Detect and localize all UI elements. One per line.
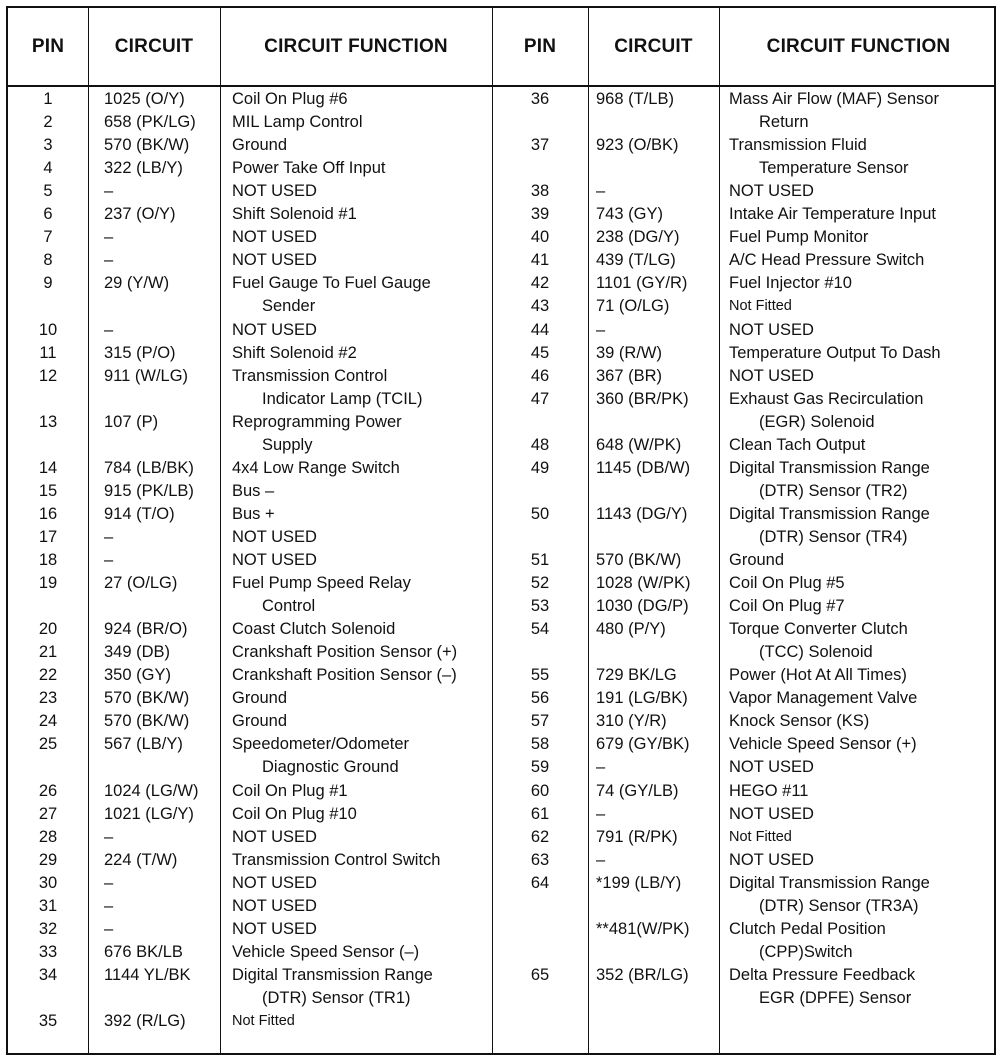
circuit-function-right: Knock Sensor (KS) [729,712,870,731]
circuit-function-right: Not Fitted [729,828,792,845]
circuit-code-left: 570 (BK/W) [104,689,190,708]
circuit-function-right: NOT USED [729,320,814,339]
pin-number-left: 11 [39,343,57,362]
circuit-code-left: 567 (LB/Y) [104,735,183,754]
header-divider [8,85,994,87]
pin-number-right: 38 [530,182,550,201]
circuit-code-right: 679 (GY/BK) [596,735,690,754]
circuit-function-left: Vehicle Speed Sensor (–) [232,942,420,961]
pin-number-left: 8 [43,251,53,270]
pin-number-left: 33 [38,942,58,961]
circuit-function-left: NOT USED [232,182,317,201]
circuit-function-right: Coil On Plug #5 [729,574,845,593]
circuit-function-left: (DTR) Sensor (TR1) [262,988,411,1007]
pin-number-left: 15 [38,481,58,500]
circuit-code-right: 439 (T/LG) [596,251,676,270]
circuit-code-left: 1024 (LG/W) [104,781,199,800]
pinout-table [6,6,996,1055]
circuit-code-right: – [596,758,606,777]
circuit-code-left: 237 (O/Y) [104,205,176,224]
pin-number-left: 29 [38,850,58,869]
pin-number-left: 26 [38,781,58,800]
pin-number-right: 50 [530,504,550,523]
pin-number-right: 62 [530,827,550,846]
column-divider [220,8,221,1053]
pin-number-left: 2 [43,113,53,132]
circuit-function-right: Delta Pressure Feedback [729,965,916,984]
circuit-function-right: Mass Air Flow (MAF) Sensor [729,90,939,108]
circuit-function-left: Supply [262,435,313,454]
circuit-function-left: Sender [262,297,316,316]
pin-number-right: 61 [530,804,550,823]
pin-number-right: 52 [530,574,550,593]
circuit-function-left: NOT USED [232,827,317,846]
circuit-code-left: – [104,182,114,201]
circuit-function-right: Fuel Injector #10 [729,274,852,293]
circuit-code-left: 350 (GY) [104,666,171,685]
pin-number-left: 5 [43,182,53,201]
pin-number-right: 54 [530,620,550,639]
pin-number-left: 27 [38,804,58,823]
pin-number-right: 49 [530,458,550,477]
circuit-code-left: 224 (T/W) [104,850,178,869]
pin-number-right: 36 [530,90,550,108]
circuit-function-right: Vapor Management Valve [729,689,918,708]
circuit-function-left: Coil On Plug #6 [232,90,348,108]
circuit-code-right: 1028 (W/PK) [596,574,691,593]
pin-number-right: 40 [530,228,550,247]
circuit-function-right: Exhaust Gas Recirculation [729,389,924,408]
pin-number-left: 32 [38,919,58,938]
circuit-code-right: 1143 (DG/Y) [596,504,688,523]
circuit-code-right: 1145 (DB/W) [596,458,691,477]
pin-number-left: 3 [43,136,53,155]
circuit-code-left: 570 (BK/W) [104,712,190,731]
circuit-code-left: – [104,896,114,915]
pin-number-right: 42 [530,274,550,293]
pin-number-left: 10 [38,320,58,339]
circuit-function-left: NOT USED [232,527,317,546]
column-divider [492,8,493,1053]
circuit-function-left: 4x4 Low Range Switch [232,458,400,477]
pin-number-right: 57 [530,712,550,731]
circuit-code-left: 570 (BK/W) [104,136,190,155]
circuit-function-left: NOT USED [232,873,317,892]
circuit-function-right: (TCC) Solenoid [759,643,873,662]
pin-number-left: 20 [38,620,58,639]
circuit-function-right: Torque Converter Clutch [729,620,908,639]
circuit-function-right: Coil On Plug #7 [729,597,845,616]
circuit-code-left: 784 (LB/BK) [104,458,194,477]
circuit-code-left: 322 (LB/Y) [104,159,183,178]
circuit-function-left: Coil On Plug #1 [232,781,348,800]
pin-number-left: 6 [43,205,53,224]
circuit-function-left: Crankshaft Position Sensor (–) [232,666,457,685]
circuit-function-left: Fuel Gauge To Fuel Gauge [232,274,431,293]
pin-number-right: 64 [530,873,550,892]
pin-number-left: 30 [38,873,58,892]
column-divider [588,8,589,1053]
circuit-function-right: (DTR) Sensor (TR2) [759,481,908,500]
pin-number-left: 31 [38,896,58,915]
circuit-function-left: NOT USED [232,551,317,569]
pin-number-right: 51 [530,551,550,569]
circuit-code-left: – [104,527,114,546]
circuit-code-right: – [596,320,606,339]
circuit-code-right: 367 (BR) [596,366,663,385]
circuit-code-right: 791 (R/PK) [596,827,678,846]
pin-number-right: 43 [530,297,550,316]
pin-number-left: 35 [38,1012,58,1030]
circuit-function-left: NOT USED [232,251,317,270]
pin-number-left: 24 [38,712,58,731]
circuit-function-left: NOT USED [232,228,317,247]
circuit-code-right: 1101 (GY/R) [596,274,688,293]
circuit-function-right: Digital Transmission Range [729,458,930,477]
circuit-code-right: **481(W/PK) [596,919,690,938]
circuit-function-right: Clutch Pedal Position [729,919,886,938]
circuit-code-right: 310 (Y/R) [596,712,667,731]
circuit-code-right: 191 (LG/BK) [596,689,688,708]
circuit-code-left: – [104,251,114,270]
circuit-function-left: Power Take Off Input [232,159,386,178]
circuit-code-right: – [596,182,606,201]
pin-number-right: 55 [530,666,550,685]
circuit-function-right: Intake Air Temperature Input [729,205,936,224]
circuit-function-left: Diagnostic Ground [262,758,399,777]
circuit-code-left: – [104,551,114,569]
pin-number-left: 23 [38,689,58,708]
circuit-code-right: 71 (O/LG) [596,297,670,316]
pin-number-right: 44 [530,320,550,339]
circuit-function-left: Ground [232,689,288,708]
circuit-function-left: Ground [232,136,288,155]
circuit-code-right: 729 BK/LG [596,666,677,685]
circuit-code-left: 315 (P/O) [104,343,176,362]
pin-number-left: 25 [38,735,58,754]
circuit-function-right: Power (Hot At All Times) [729,666,907,685]
circuit-code-right: 74 (GY/LB) [596,781,679,800]
circuit-code-left: – [104,873,114,892]
circuit-code-right: 968 (T/LB) [596,90,674,108]
pin-number-left: 12 [38,366,58,385]
circuit-code-left: 658 (PK/LG) [104,113,196,132]
circuit-function-right: NOT USED [729,804,814,823]
pin-number-right: 39 [530,205,550,224]
pin-number-left: 18 [38,551,58,569]
pin-number-right: 56 [530,689,550,708]
circuit-code-left: 914 (T/O) [104,504,175,523]
circuit-code-right: 743 (GY) [596,205,663,224]
circuit-function-left: NOT USED [232,896,317,915]
pin-number-left: 22 [38,666,58,685]
circuit-code-left: 349 (DB) [104,643,171,662]
pin-number-left: 17 [38,527,58,546]
pin-number-left: 9 [43,274,53,293]
circuit-function-right: (DTR) Sensor (TR3A) [759,896,919,915]
circuit-function-right: NOT USED [729,182,814,201]
circuit-function-left: Coil On Plug #10 [232,804,357,823]
pin-number-left: 4 [43,159,53,178]
circuit-code-left: 915 (PK/LB) [104,481,194,500]
circuit-code-left: – [104,827,114,846]
header-circuit-right: CIRCUIT [614,35,693,57]
circuit-code-left: 392 (R/LG) [104,1012,186,1030]
circuit-function-right: NOT USED [729,366,814,385]
pin-number-left: 16 [38,504,58,523]
circuit-code-left: 911 (W/LG) [104,366,189,385]
circuit-function-left: Crankshaft Position Sensor (+) [232,643,458,662]
circuit-function-right: (EGR) Solenoid [759,412,875,431]
header-circuit-left: CIRCUIT [114,35,194,57]
circuit-function-right: Temperature Sensor [759,159,909,178]
circuit-function-left: Not Fitted [232,1013,295,1029]
circuit-code-right: 39 (R/W) [596,343,662,362]
pin-number-left: 28 [38,827,58,846]
circuit-function-right: Digital Transmission Range [729,873,930,892]
circuit-code-left: 676 BK/LB [104,942,183,961]
circuit-code-right: 570 (BK/W) [596,551,682,569]
circuit-function-left: Ground [232,712,288,731]
pin-number-left: 1 [43,90,53,108]
circuit-code-left: 27 (O/LG) [104,574,178,593]
circuit-function-left: Transmission Control Switch [232,850,441,869]
circuit-code-right: 360 (BR/PK) [596,389,689,408]
circuit-function-left: NOT USED [232,320,317,339]
pin-number-left: 7 [43,228,53,247]
circuit-function-right: HEGO #11 [729,781,809,800]
circuit-function-right: Digital Transmission Range [729,504,930,523]
circuit-code-left: 1025 (O/Y) [104,90,185,108]
circuit-function-right: EGR (DPFE) Sensor [759,988,912,1007]
circuit-code-right: 923 (O/BK) [596,136,679,155]
pin-number-right: 46 [530,366,550,385]
column-divider [88,8,89,1053]
circuit-code-right: – [596,804,606,823]
circuit-code-left: 924 (BR/O) [104,620,188,639]
pin-number-left: 19 [38,574,58,593]
circuit-function-left: Control [262,597,316,616]
pin-number-left: 21 [38,643,58,662]
circuit-function-right: Temperature Output To Dash [729,343,941,362]
circuit-function-right: Vehicle Speed Sensor (+) [729,735,917,754]
circuit-code-left: 107 (P) [104,412,159,431]
pin-number-right: 45 [530,343,550,362]
circuit-code-right: 480 (P/Y) [596,620,666,639]
circuit-code-right: – [596,850,606,869]
circuit-function-left: Indicator Lamp (TCIL) [262,389,423,408]
pin-number-right: 41 [530,251,550,270]
header-function-left: CIRCUIT FUNCTION [264,35,448,57]
circuit-code-left: – [104,320,114,339]
column-divider [719,8,720,1053]
circuit-function-left: Fuel Pump Speed Relay [232,574,411,593]
pin-number-right: 65 [530,965,550,984]
circuit-function-left: Coast Clutch Solenoid [232,620,396,639]
circuit-code-right: 1030 (DG/P) [596,597,689,616]
circuit-code-left: 1144 YL/BK [104,965,191,984]
header-pin-left: PIN [31,35,65,57]
circuit-function-left: Bus – [232,481,275,500]
pin-number-right: 47 [530,389,550,408]
circuit-function-right: (CPP)Switch [759,942,853,961]
circuit-function-right: Clean Tach Output [729,435,866,454]
circuit-function-left: Shift Solenoid #1 [232,205,357,224]
circuit-function-left: Speedometer/Odometer [232,735,410,754]
circuit-function-left: Shift Solenoid #2 [232,343,357,362]
circuit-function-left: MIL Lamp Control [232,113,363,132]
pin-number-right: 60 [530,781,550,800]
circuit-function-left: Reprogramming Power [232,412,402,431]
pin-number-left: 34 [38,965,58,984]
circuit-function-left: Bus + [232,504,275,523]
header-function-right: CIRCUIT FUNCTION [766,35,951,57]
pin-number-right: 37 [530,136,550,155]
circuit-function-right: Ground [729,551,785,569]
circuit-function-right: (DTR) Sensor (TR4) [759,527,908,546]
circuit-function-left: NOT USED [232,919,317,938]
circuit-code-left: 1021 (LG/Y) [104,804,194,823]
circuit-function-right: NOT USED [729,758,814,777]
pin-number-right: 63 [530,850,550,869]
circuit-function-right: Return [759,113,809,132]
circuit-function-right: NOT USED [729,850,814,869]
circuit-code-right: *199 (LB/Y) [596,873,682,892]
circuit-function-left: Digital Transmission Range [232,965,433,984]
circuit-code-left: – [104,919,114,938]
circuit-code-left: – [104,228,114,247]
pin-number-right: 59 [530,758,550,777]
pin-number-right: 53 [530,597,550,616]
circuit-function-left: Transmission Control [232,366,388,385]
pin-number-left: 14 [38,458,58,477]
circuit-code-right: 648 (W/PK) [596,435,682,454]
pin-number-left: 13 [38,412,58,431]
circuit-code-left: 29 (Y/W) [104,274,170,293]
circuit-function-right: A/C Head Pressure Switch [729,251,925,270]
circuit-function-right: Not Fitted [729,298,792,315]
circuit-code-right: 238 (DG/Y) [596,228,680,247]
header-pin-right: PIN [523,35,557,57]
pin-number-right: 58 [530,735,550,754]
circuit-function-right: Fuel Pump Monitor [729,228,869,247]
circuit-code-right: 352 (BR/LG) [596,965,689,984]
pin-number-right: 48 [530,435,550,454]
circuit-function-right: Transmission Fluid [729,136,867,155]
